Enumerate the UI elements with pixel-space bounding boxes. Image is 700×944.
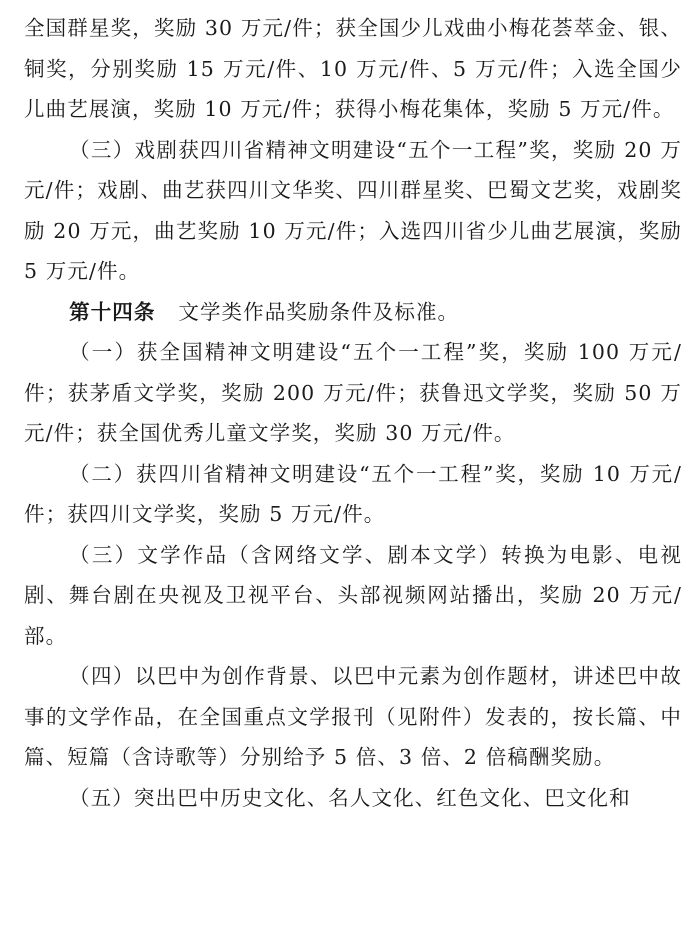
article-gap [156, 300, 179, 324]
list-item-literature-4: （四）以巴中为创作背景、以巴中元素为创作题材，讲述巴中故事的文学作品，在全国重点文学报刊（见附件）发表的，按长篇、中篇、短篇（含诗歌等）分别给予 5 倍、3 倍、2 倍稿酬奖励。 [24, 664, 682, 769]
article-title: 文学类作品奖励条件及标准。 [178, 299, 460, 324]
paragraph-continued-awards: 全国群星奖，奖励 30 万元/件；获全国少儿戏曲小梅花荟萃金、银、铜奖，分别奖励 15 万元/件、10 万元/件、5 万元/件；入选全国少儿曲艺展演，奖励 10 万元/件；获得小梅花集体，奖励 5 万元/件。 [24, 16, 682, 121]
article-number: 第十四条 [69, 299, 156, 324]
article-14-heading-line [24, 292, 682, 333]
list-item-literature-3: （三）文学作品（含网络文学、剧本文学）转换为电影、电视剧、舞台剧在央视及卫视平台、头部视频网站播出，奖励 20 万元/部。 [24, 542, 682, 648]
list-item-literature-2: （二）获四川省精神文明建设“五个一工程”奖，奖励 10 万元/件；获四川文学奖，奖励 5 万元/件。 [24, 461, 682, 526]
list-item-literature-5: （五）突出巴中历史文化、名人文化、红色文化、巴文化和 [69, 785, 631, 810]
list-item-literature-1: （一）获全国精神文明建设“五个一工程”奖，奖励 100 万元/件；获茅盾文学奖，奖励 200 万元/件；获鲁迅文学奖，奖励 50 万元/件；获全国优秀儿童文学奖，奖励 30 万元/件。 [24, 340, 682, 445]
paragraph-drama-awards: （三）戏剧获四川省精神文明建设“五个一工程”奖，奖励 20 万元/件；戏剧、曲艺获四川文华奖、四川群星奖、巴蜀文艺奖，戏剧奖励 20 万元，曲艺奖励 10 万元/件；入选四川省少儿曲艺展演，奖励 5 万元/件。 [24, 137, 682, 283]
